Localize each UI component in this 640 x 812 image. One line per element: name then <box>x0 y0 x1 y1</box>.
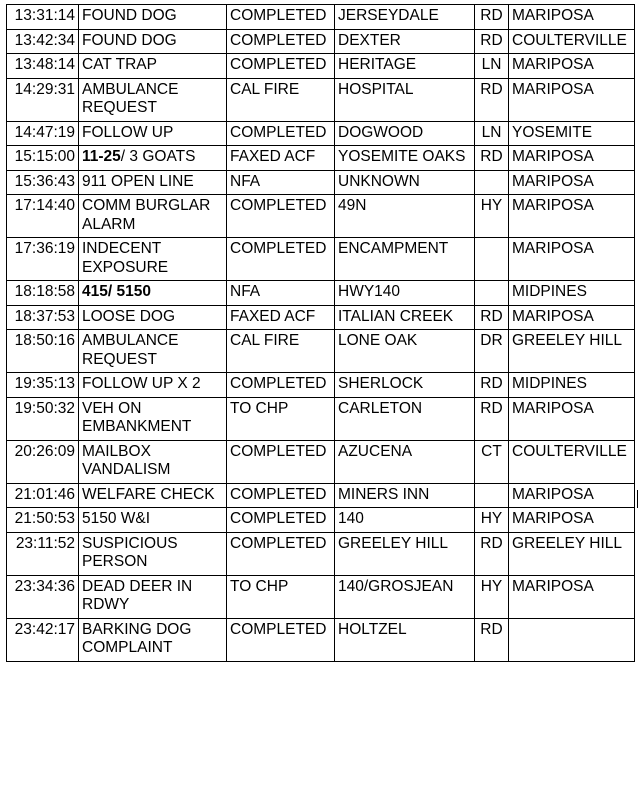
table-row <box>7 5 635 30</box>
city-cell: MARIPOSA <box>509 508 635 533</box>
street-cell: CARLETON <box>335 397 475 440</box>
status-cell: COMPLETED <box>227 440 335 483</box>
incident-description: BARKING DOG COMPLAINT <box>82 620 192 656</box>
desc-cell <box>79 146 227 171</box>
city-cell: MARIPOSA <box>509 195 635 238</box>
incident-description: WELFARE CHECK <box>82 485 215 503</box>
desc-cell <box>79 29 227 54</box>
incident-description: DEAD DEER IN RDWY <box>82 577 193 613</box>
suffix-cell: HY <box>475 575 509 618</box>
status-cell: COMPLETED <box>227 373 335 398</box>
time-cell: 17:14:40 <box>7 195 79 238</box>
time-cell: 21:50:53 <box>7 508 79 533</box>
street-cell: SHERLOCK <box>335 373 475 398</box>
time-cell: 15:36:43 <box>7 170 79 195</box>
desc-cell <box>79 195 227 238</box>
suffix-cell: RD <box>475 532 509 575</box>
status-cell: TO CHP <box>227 575 335 618</box>
desc-cell <box>79 5 227 30</box>
incident-description: 911 OPEN LINE <box>82 172 194 190</box>
status-cell: CAL FIRE <box>227 330 335 373</box>
street-cell: UNKNOWN <box>335 170 475 195</box>
table-row <box>7 532 635 575</box>
table-row <box>7 618 635 661</box>
status-cell: NFA <box>227 170 335 195</box>
table-row <box>7 146 635 171</box>
desc-cell <box>79 305 227 330</box>
desc-cell <box>79 440 227 483</box>
desc-cell <box>79 373 227 398</box>
dispatch-log-body <box>7 5 635 662</box>
suffix-cell: LN <box>475 54 509 79</box>
incident-description: LOOSE DOG <box>82 307 176 325</box>
street-cell: MINERS INN <box>335 483 475 508</box>
time-cell: 17:36:19 <box>7 238 79 281</box>
city-cell: MARIPOSA <box>509 146 635 171</box>
city-cell: MARIPOSA <box>509 54 635 79</box>
street-cell: ENCAMPMENT <box>335 238 475 281</box>
table-row <box>7 483 635 508</box>
time-cell: 13:42:34 <box>7 29 79 54</box>
street-cell: 140 <box>335 508 475 533</box>
city-cell: MARIPOSA <box>509 170 635 195</box>
status-cell: COMPLETED <box>227 29 335 54</box>
desc-cell <box>79 397 227 440</box>
table-row <box>7 281 635 306</box>
city-cell: MARIPOSA <box>509 305 635 330</box>
desc-cell <box>79 508 227 533</box>
street-cell: HERITAGE <box>335 54 475 79</box>
suffix-cell <box>475 238 509 281</box>
status-cell: FAXED ACF <box>227 305 335 330</box>
suffix-cell: RD <box>475 373 509 398</box>
incident-description: INDECENT EXPOSURE <box>82 240 169 276</box>
page-edge-mark <box>637 490 638 508</box>
suffix-cell: HY <box>475 195 509 238</box>
incident-description: AMBULANCE REQUEST <box>82 332 179 368</box>
table-row <box>7 330 635 373</box>
street-cell: DOGWOOD <box>335 121 475 146</box>
status-cell: COMPLETED <box>227 5 335 30</box>
street-cell: ITALIAN CREEK <box>335 305 475 330</box>
city-cell: MIDPINES <box>509 373 635 398</box>
incident-description: FOUND DOG <box>82 7 177 24</box>
status-cell: COMPLETED <box>227 238 335 281</box>
time-cell: 21:01:46 <box>7 483 79 508</box>
street-cell: HOLTZEL <box>335 618 475 661</box>
desc-cell <box>79 575 227 618</box>
status-cell: COMPLETED <box>227 121 335 146</box>
table-row <box>7 195 635 238</box>
table-row <box>7 440 635 483</box>
incident-description: FOLLOW UP X 2 <box>82 375 201 392</box>
time-cell: 18:37:53 <box>7 305 79 330</box>
status-cell: FAXED ACF <box>227 146 335 171</box>
city-cell <box>509 618 635 661</box>
city-cell: COULTERVILLE <box>509 440 635 483</box>
time-cell: 20:26:09 <box>7 440 79 483</box>
status-cell: COMPLETED <box>227 195 335 238</box>
time-cell: 14:47:19 <box>7 121 79 146</box>
status-cell: COMPLETED <box>227 532 335 575</box>
table-row <box>7 305 635 330</box>
time-cell: 15:15:00 <box>7 146 79 171</box>
time-cell: 23:11:52 <box>7 532 79 575</box>
street-cell: 49N <box>335 195 475 238</box>
suffix-cell: HY <box>475 508 509 533</box>
desc-cell <box>79 170 227 195</box>
time-cell: 13:48:14 <box>7 54 79 79</box>
city-cell: MARIPOSA <box>509 483 635 508</box>
city-cell: COULTERVILLE <box>509 29 635 54</box>
street-cell: DEXTER <box>335 29 475 54</box>
table-row <box>7 508 635 533</box>
dispatch-log-table <box>6 4 635 662</box>
status-cell: CAL FIRE <box>227 78 335 121</box>
street-cell: HWY140 <box>335 281 475 306</box>
suffix-cell: CT <box>475 440 509 483</box>
suffix-cell <box>475 483 509 508</box>
city-cell: MARIPOSA <box>509 238 635 281</box>
suffix-cell: LN <box>475 121 509 146</box>
street-cell: JERSEYDALE <box>335 5 475 30</box>
suffix-cell: RD <box>475 5 509 30</box>
suffix-cell <box>475 170 509 195</box>
street-cell: HOSPITAL <box>335 78 475 121</box>
city-cell: MIDPINES <box>509 281 635 306</box>
incident-description: AMBULANCE REQUEST <box>82 80 179 116</box>
city-cell: GREELEY HILL <box>509 330 635 373</box>
incident-description: SUSPICIOUS PERSON <box>82 534 178 570</box>
suffix-cell: RD <box>475 397 509 440</box>
table-row <box>7 238 635 281</box>
incident-description: MAILBOX VANDALISM <box>82 442 171 478</box>
status-cell: COMPLETED <box>227 483 335 508</box>
table-row <box>7 121 635 146</box>
city-cell: YOSEMITE <box>509 121 635 146</box>
table-row <box>7 78 635 121</box>
street-cell: LONE OAK <box>335 330 475 373</box>
incident-description: 5150 W&I <box>82 510 151 527</box>
desc-cell <box>79 281 227 306</box>
street-cell: 140/GROSJEAN <box>335 575 475 618</box>
desc-cell <box>79 532 227 575</box>
incident-description: VEH ON EMBANKMENT <box>82 399 192 435</box>
table-row <box>7 575 635 618</box>
status-cell: COMPLETED <box>227 54 335 79</box>
time-cell: 23:34:36 <box>7 575 79 618</box>
status-cell: COMPLETED <box>227 508 335 533</box>
time-cell: 14:29:31 <box>7 78 79 121</box>
suffix-cell: RD <box>475 618 509 661</box>
suffix-cell <box>475 281 509 306</box>
time-cell: 18:50:16 <box>7 330 79 373</box>
city-cell: MARIPOSA <box>509 397 635 440</box>
table-row <box>7 373 635 398</box>
suffix-cell: RD <box>475 29 509 54</box>
city-cell: MARIPOSA <box>509 575 635 618</box>
time-cell: 19:35:13 <box>7 373 79 398</box>
street-cell: GREELEY HILL <box>335 532 475 575</box>
desc-cell <box>79 121 227 146</box>
suffix-cell: RD <box>475 146 509 171</box>
suffix-cell: DR <box>475 330 509 373</box>
incident-description: / 3 GOATS <box>120 148 196 165</box>
suffix-cell: RD <box>475 305 509 330</box>
desc-cell <box>79 483 227 508</box>
table-row <box>7 170 635 195</box>
street-cell: YOSEMITE OAKS <box>335 146 475 171</box>
city-cell: GREELEY HILL <box>509 532 635 575</box>
status-cell: COMPLETED <box>227 618 335 661</box>
desc-cell <box>79 78 227 121</box>
status-cell: TO CHP <box>227 397 335 440</box>
desc-cell <box>79 618 227 661</box>
desc-cell <box>79 54 227 79</box>
time-cell: 23:42:17 <box>7 618 79 661</box>
table-row <box>7 397 635 440</box>
table-row <box>7 29 635 54</box>
table-row <box>7 54 635 79</box>
incident-description: FOLLOW UP <box>82 123 174 141</box>
time-cell: 13:31:14 <box>7 5 79 30</box>
suffix-cell: RD <box>475 78 509 121</box>
time-cell: 18:18:58 <box>7 281 79 306</box>
incident-description: COMM BURGLAR ALARM <box>82 197 211 233</box>
time-cell: 19:50:32 <box>7 397 79 440</box>
incident-description: CAT TRAP <box>82 56 157 73</box>
desc-cell <box>79 238 227 281</box>
street-cell: AZUCENA <box>335 440 475 483</box>
city-cell: MARIPOSA <box>509 5 635 30</box>
desc-cell <box>79 330 227 373</box>
status-cell: NFA <box>227 281 335 306</box>
incident-description: FOUND DOG <box>82 31 177 49</box>
incident-code: 11-25 <box>82 148 121 165</box>
city-cell: MARIPOSA <box>509 78 635 121</box>
incident-code: 415/ 5150 <box>82 283 151 300</box>
